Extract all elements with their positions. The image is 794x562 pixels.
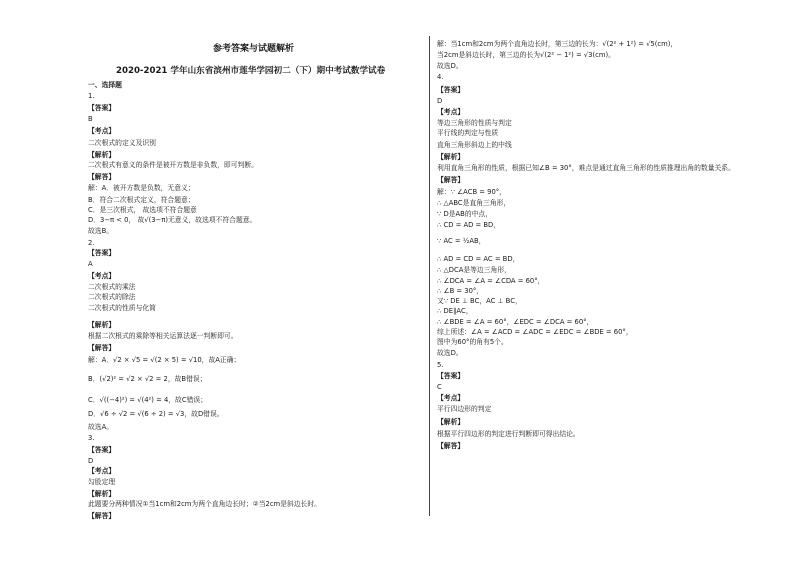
right-text-line: 【考点】 [437, 108, 465, 116]
left-text-line: 二次根式的性质与化简 [88, 304, 156, 312]
left-text-line: 【考点】 [88, 272, 116, 280]
right-text-line: 综上所述：∠A = ∠ACD = ∠ADC = ∠EDC = ∠BDE = 60°， [437, 328, 633, 336]
left-text-line: D．√6 ÷ √2 = √(6 ÷ 2) = √3，故D错误。 [88, 410, 224, 418]
right-text-line: 利用直角三角形的性质，根据已知∠B = 30°，难点是通过直角三角形的性质推理出角的数量关系。 [437, 164, 735, 172]
left-text-line: C．是三次根式， 故选项不符合题意 [88, 206, 197, 214]
left-text-line: C．√((−4)²) = √(4²) = 4，故C错误； [88, 396, 207, 404]
left-text-line: 二次根式的定义及识别 [88, 139, 156, 147]
right-text-line: 5. [437, 361, 444, 369]
left-text-line: 【答案】 [88, 249, 116, 257]
section-heading: 一、选择题 [88, 81, 122, 89]
right-text-line: 根据平行四边形的判定进行判断即可得出结论。 [437, 430, 580, 438]
left-text-line: B．(√2)² = √2 × √2 = 2，故B错误； [88, 375, 207, 383]
left-text-line: 1. [88, 92, 95, 100]
left-text-line: A [88, 260, 93, 268]
left-text-line: 【考点】 [88, 127, 116, 135]
column-divider [429, 36, 430, 516]
left-text-line: 【答案】 [88, 446, 116, 454]
right-text-line: C [437, 383, 442, 391]
right-text-line: 图中为60°的角有5个。 [437, 338, 508, 346]
right-text-line: 【解答】 [437, 442, 465, 450]
left-text-line: 二次根式的乘法 [88, 283, 136, 291]
left-text-line: 3. [88, 434, 95, 442]
left-text-line: 【解答】 [88, 173, 116, 181]
right-text-line: 【解析】 [437, 418, 465, 426]
page-title: 参考答案与试题解析 [213, 44, 295, 54]
right-text-line: 4. [437, 73, 444, 81]
right-text-line: ∴ ∠B = 30°， [437, 287, 484, 295]
right-text-line: 平行四边形的判定 [437, 405, 492, 413]
left-text-line: 【解析】 [88, 321, 116, 329]
exam-subtitle: 2020-2021 学年山东省滨州市莲华学园初二（下）期中考试数学试卷 [116, 66, 386, 76]
right-text-line: ∴ △DCA是等边三角形， [437, 266, 511, 274]
right-text-line: D [437, 97, 443, 105]
left-text-line: 二次根式有意义的条件是被开方数是非负数，即可判断。 [88, 161, 258, 169]
left-text-line: D [88, 457, 94, 465]
left-text-line: 【解析】 [88, 490, 116, 498]
right-text-line: ∴ △ABC是直角三角形， [437, 199, 511, 207]
right-text-line: 【答案】 [437, 86, 465, 94]
right-text-line: 故选D。 [437, 349, 463, 357]
right-text-line: ∴ AD = CD = AC = BD， [437, 255, 520, 263]
right-text-line: 【解析】 [437, 153, 465, 161]
right-text-line: 平行线的判定与性质 [437, 129, 499, 137]
left-text-line: 故选A。 [88, 423, 114, 431]
left-text-line: 故选B。 [88, 227, 114, 235]
right-text-line: ∵ D是AB的中点， [437, 210, 493, 218]
right-text-line: ∴ DE∥AC， [437, 307, 473, 315]
left-text-line: 二次根式的除法 [88, 293, 136, 301]
left-text-line: 解：A．被开方数是负数，无意义； [88, 184, 195, 192]
right-text-line: ∴ ∠BDE = ∠A = 60°，∠EDC = ∠DCA = 60°， [437, 318, 594, 326]
left-text-line: 2. [88, 239, 95, 247]
right-text-line: 【答案】 [437, 372, 465, 380]
right-text-line: 故选D。 [437, 62, 463, 70]
right-text-line: 解：∵ ∠ACB = 90°， [437, 188, 506, 196]
right-text-line: 直角三角形斜边上的中线 [437, 141, 512, 149]
right-text-line: ∴ CD = AD = BD， [437, 221, 501, 229]
left-text-line: 【解析】 [88, 151, 116, 159]
right-text-line: ∵ AC = ½AB， [437, 237, 486, 245]
left-text-line: 【解答】 [88, 512, 116, 520]
left-text-line: 【考点】 [88, 467, 116, 475]
left-text-line: B．符合二次根式定义，符合题意； [88, 196, 195, 204]
right-text-line: 【考点】 [437, 394, 465, 402]
left-text-line: 解：A．√2 × √5 = √(2 × 5) = √10，故A正确； [88, 356, 241, 364]
left-text-line: 【答案】 [88, 104, 116, 112]
right-text-line: 解：当1cm和2cm为两个直角边长时，第三边的长为：√(2² + 1²) = √5(cm)， [437, 40, 678, 48]
left-text-line: B [88, 115, 93, 123]
right-text-line: ∴ ∠DCA = ∠A = ∠CDA = 60°， [437, 277, 545, 285]
right-text-line: 又∵ DE ⊥ BC，AC ⊥ BC， [437, 297, 522, 305]
left-text-line: D．3−π < 0， 故√(3−π)无意义，故选项不符合题意。 [88, 216, 257, 224]
left-text-line: 【解答】 [88, 344, 116, 352]
left-text-line: 勾股定理 [88, 478, 116, 486]
right-text-line: 等边三角形的性质与判定 [437, 119, 512, 127]
right-text-line: 当2cm是斜边长时，第三边的长为√(2² − 1²) = √3(cm)。 [437, 51, 615, 59]
left-text-line: 根据二次根式的乘除等相关运算法逐一判断即可。 [88, 332, 238, 340]
left-text-line: 此题要分两种情况①当1cm和2cm为两个直角边长时；②当2cm是斜边长时。 [88, 500, 321, 508]
right-text-line: 【解答】 [437, 176, 465, 184]
